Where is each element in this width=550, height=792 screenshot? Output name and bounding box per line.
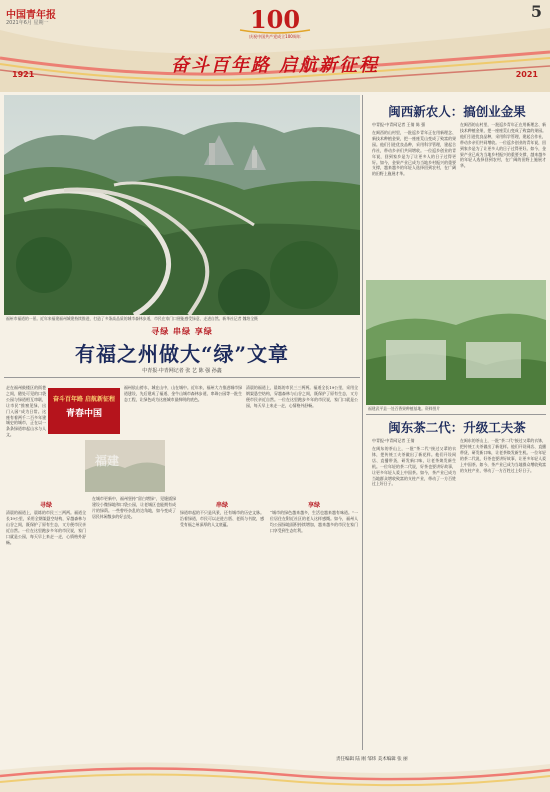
page-number: 5 xyxy=(530,2,542,21)
year-right: 2021 xyxy=(515,70,538,79)
lead-paragraph: 走在福州鼓楼区的街巷之间，随处可见的口袋公园与绿道相互串联，让市民“推窗见绿、出门入园”成为日常。这座有着两千二百多年建城史的城市，正在以一条条绿道串起山水与人文。 xyxy=(6,385,46,438)
subhead-xunlv: 寻绿 xyxy=(39,502,52,509)
story2-headline: 闽东茶二代：升级工夫茶 xyxy=(388,420,526,435)
slogan-banner: 奋斗百年路 启航新征程 xyxy=(170,55,380,76)
subhead-xianglv: 享绿 xyxy=(307,502,320,509)
column-badge xyxy=(48,388,120,434)
newspaper-logo: 中国青年报 xyxy=(6,10,56,21)
date-line: 2021年6月 星期一 xyxy=(6,20,49,26)
column-divider xyxy=(362,95,363,750)
story2-body-continued: 在闽东的茶山上，一批“茶二代”接过父辈的衣钵，把传统工夫茶做出了新花样。他们开设网店、直播带货，研发新口味，让老茶焕发新生机。一位年轻的茶二代说，好茶也要讲好故事，让更多年轻人爱上中国茶。如今，茶产业已成为当地群众增收致富的支柱产业，带动了一方百姓过上好日子。 xyxy=(460,438,546,473)
footer-wave-decoration xyxy=(0,752,550,792)
body-paragraph: “城市的绿色越来越多，生活也越来越有味道。”一位居住在附近社区的老人这样感慨。如今，福州人均公园绿地面积持续增加，越来越多的市民在家门口享受到生态红利。 xyxy=(270,510,358,533)
year-left: 1921 xyxy=(12,70,35,79)
divider xyxy=(4,377,360,378)
main-photo-caption: 福州市福道的一景。近年来福建福州城建持续推进，打造了多条高品质的城市森林步道，市民在家门口便能感受绿意，走进自然。新华社记者 魏培全摄 xyxy=(6,316,258,321)
masthead xyxy=(0,0,550,92)
orchard-image xyxy=(366,280,546,405)
story2-body: 在闽东的茶山上，一批“茶二代”接过父辈的衣钵，把传统工夫茶做出了新花样。他们开设网店、直播带货，研发新口味，让老茶焕发新生机。一位年轻的茶二代说，好茶也要讲好故事，让更多年轻人爱上中国茶。如今，茶产业已成为当地群众增收致富的支柱产业，带动了一方百姓过上好日子。 xyxy=(372,446,456,487)
body-paragraph: 绿道串起的不只是风景，还有城市的历史文脉。沿着绿道，市民可以走进古厝、老街与书院，感受有福之州深厚的人文底蕴。 xyxy=(180,510,264,527)
column-badge-title: 奋斗百年路 启航新征程 xyxy=(52,396,116,403)
story1-headline: 闽西新农人：搞创业金果 xyxy=(388,104,526,119)
subhead-chuanlv: 串绿 xyxy=(215,502,228,509)
main-photo xyxy=(4,95,360,315)
body-paragraph: 在城市更新中，福州坚持“留白增绿”，见缝插绿建设小微绿地和口袋公园，让老城区也能拥有成片的绿荫。一些曾经杂乱的边角地，如今变成了居民休闲散步的好去处。 xyxy=(92,496,176,519)
feature-headline: 有福之州做大“绿”文章 xyxy=(74,342,289,366)
editor-credits: 责任编辑 陆 刚 邹炜 美术编辑 张 丽 xyxy=(336,757,408,762)
watermark: 福建 xyxy=(95,454,120,468)
forest-walkway-image xyxy=(4,95,360,315)
svg-text:100: 100 xyxy=(249,5,301,34)
story1-body: 在闽西的山村里，一批返乡青年正在用新理念、新技术种植金果，把一座座荒山变成了致富的果园。他们引进优良品种，采用科学管理，建起合作社，带动乡亲们共同增收。一位返乡创业的青年说，回到家乡是为了让更多人的日子过得更好。如今，金果产业已成为当地乡村振兴的重要支撑，越来越多的年轻人选择回到农村，在广阔的田野上施展才华。 xyxy=(372,130,456,177)
centenary-emblem-icon xyxy=(232,4,318,34)
column-badge-name: 青春中国 xyxy=(65,409,102,419)
story1-photo-caption: 福建武平县一处百香果种植基地。资料图片 xyxy=(368,406,441,411)
emblem-caption: 庆祝中国共产党成立100周年 xyxy=(249,34,301,39)
story2-byline: 中青报·中青网记者 王倩 xyxy=(372,438,415,443)
story1-byline: 中青报·中青网记者 王倩 陈 强 xyxy=(372,122,426,127)
story1-body-continued: 在闽西的山村里，一批返乡青年正在用新理念、新技术种植金果，把一座座荒山变成了致富的果园。他们引进优良品种，采用科学管理，建起合作社，带动乡亲们共同增收。一位返乡创业的青年说，回到家乡是为了让更多人的日子过得更好。如今，金果产业已成为当地乡村振兴的重要支撑，越来越多的年轻人选择回到农村，在广阔的田野上施展才华。 xyxy=(460,122,546,169)
story1-photo xyxy=(366,280,546,405)
body-paragraph: 清晨的福道上，晨练的市民三三两两。福道全长19公里，采用全钢架悬空结构，穿越森林与山谷之间，既保护了原有生态，又方便市民亲近自然。一位在这里跑步多年的市民说，家门口就是公园，每天早上来走一走，心情格外舒畅。 xyxy=(6,510,86,545)
feature-kicker: 寻绿 串绿 享绿 xyxy=(151,327,213,336)
body-paragraph: 福州依山傍水，城在山中，山在城中。近年来，福州大力推进城市绿道建设，先后建成了福道、金牛山城市森林步道、串珠公园等一批生态工程，让绿色成为这座城市最鲜明的底色。 xyxy=(124,385,242,402)
feature-byline: 中青报·中青网记者 张 艺 陈 强 孙鑫 xyxy=(142,368,222,374)
divider xyxy=(366,414,546,415)
body-paragraph: 清晨的福道上，晨练的市民三三两两。福道全长19公里，采用全钢架悬空结构，穿越森林与山谷之间，既保护了原有生态，又方便市民亲近自然。一位在这里跑步多年的市民说，家门口就是公园，每天早上来走一走，心情格外舒畅。 xyxy=(246,385,358,408)
inset-photo xyxy=(85,440,165,492)
